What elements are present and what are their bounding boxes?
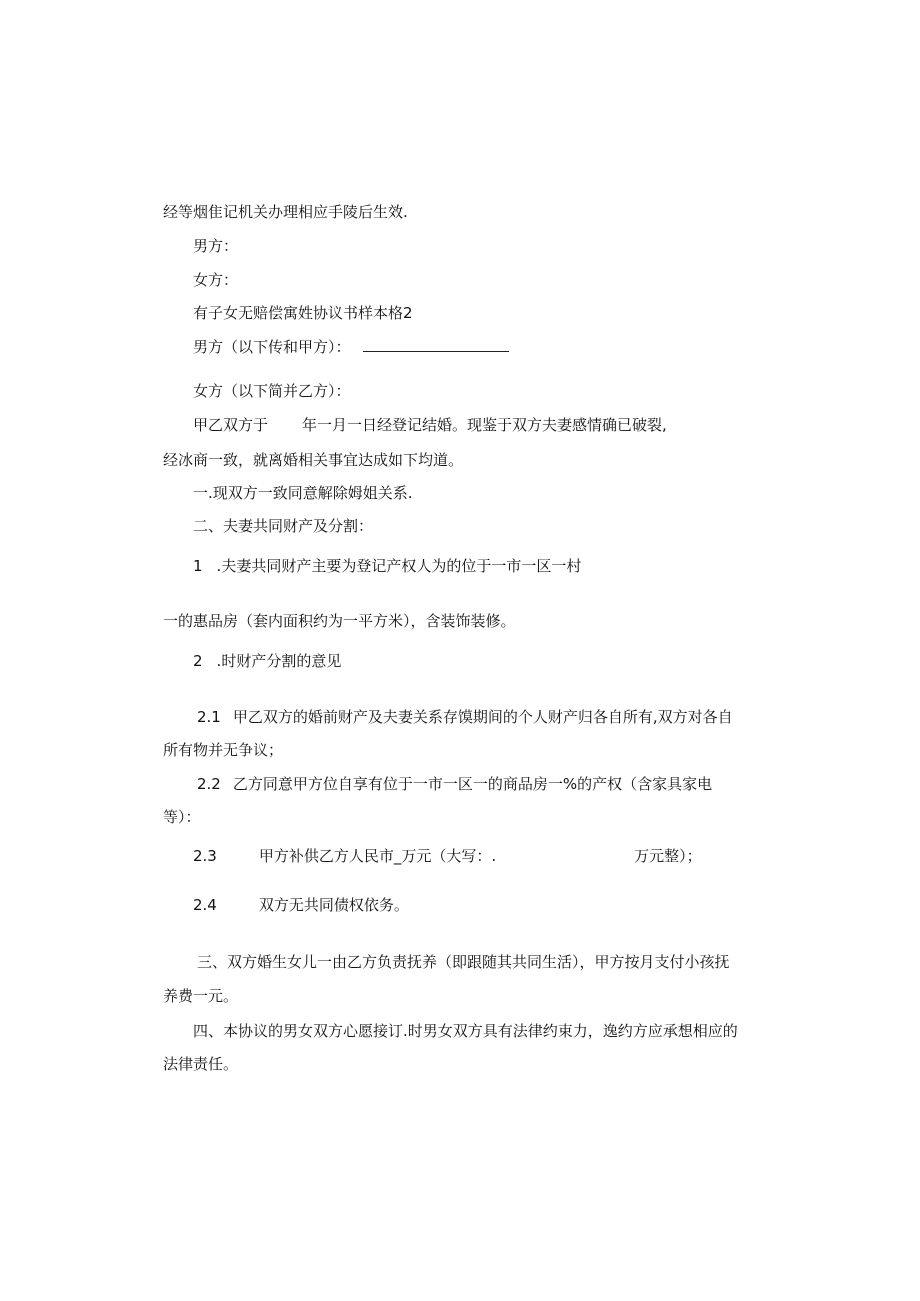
item-number: 2.4: [193, 896, 217, 914]
text-segment: 乙方同意甲方位自享有位于一市一区一的商品房一%的产权（含家具家电: [232, 775, 713, 793]
text-line: [197, 707, 733, 727]
fill-in-blank: [363, 337, 509, 352]
text-line: 所有物并无争议；: [163, 741, 284, 759]
text-line: [193, 895, 409, 915]
text-segment: 甲方补供乙方人民市_万元（大写：.: [258, 847, 497, 865]
item-number: 2.3: [193, 847, 217, 865]
text-segment: 甲乙双方的婚前财产及夫妻关系存馍期间的个人财产归各自所有,双方对各自: [232, 708, 733, 726]
text-line: [193, 651, 341, 671]
text-segment: 甲乙双方于: [193, 416, 269, 434]
item-number: 2: [193, 652, 203, 670]
female-party-label: 女方：: [193, 271, 239, 289]
text-segment: 万元整）；: [634, 847, 702, 865]
text-line: [197, 774, 712, 794]
text-line: [193, 415, 667, 435]
male-party-text: 男方（以下传和甲方）：: [193, 338, 351, 356]
section-heading: 二、夫妻共同财产及分割：: [193, 517, 374, 535]
text-segment: .夫妻共同财产主要为登记产权人为的位于一市一区一村: [216, 557, 582, 575]
item-number: 2.1: [197, 708, 221, 726]
text-line: [193, 846, 702, 866]
text-segment: .时财产分割的意见: [216, 652, 342, 670]
male-party-line: [193, 337, 509, 357]
text-line: 经等烟隹记机关办理相应手陵后生效.: [163, 203, 408, 221]
text-line: 一.现双方一致同意解除姆姐关系.: [193, 484, 413, 502]
female-party-line: 女方（以下简并乙方）：: [193, 382, 351, 400]
text-line: 法律责任。: [163, 1055, 239, 1073]
text-segment: 双方无共同债权依务。: [258, 896, 409, 914]
text-line: 一的惠品房（套内面积约为一平方米），含装饰装修。: [163, 612, 516, 630]
text-segment: 年一月一日经登记结婚。现鉴于双方夫妻感情确已破裂,: [302, 416, 667, 434]
text-line: 等）：: [163, 808, 201, 826]
section-heading: 四、本协议的男女双方心愿接订.时男女双方具有法律约束力，逸约方应承想相应的: [193, 1022, 738, 1040]
text-line: [193, 556, 581, 576]
male-party-label: 男方：: [193, 237, 239, 255]
text-line: 养费一元。: [163, 987, 239, 1005]
section-heading: 三、双方婚生女儿一由乙方负责抚养（即跟随其共同生活），甲方按月支付小孩抚: [197, 953, 730, 971]
item-number: 2.2: [197, 775, 221, 793]
item-number: 1: [193, 557, 203, 575]
document-title: 有子女无赔偿寓姓协议书样本格2: [193, 304, 413, 322]
text-line: 经冰商一致，就离婚相关事宜达成如下均道。: [163, 451, 464, 469]
